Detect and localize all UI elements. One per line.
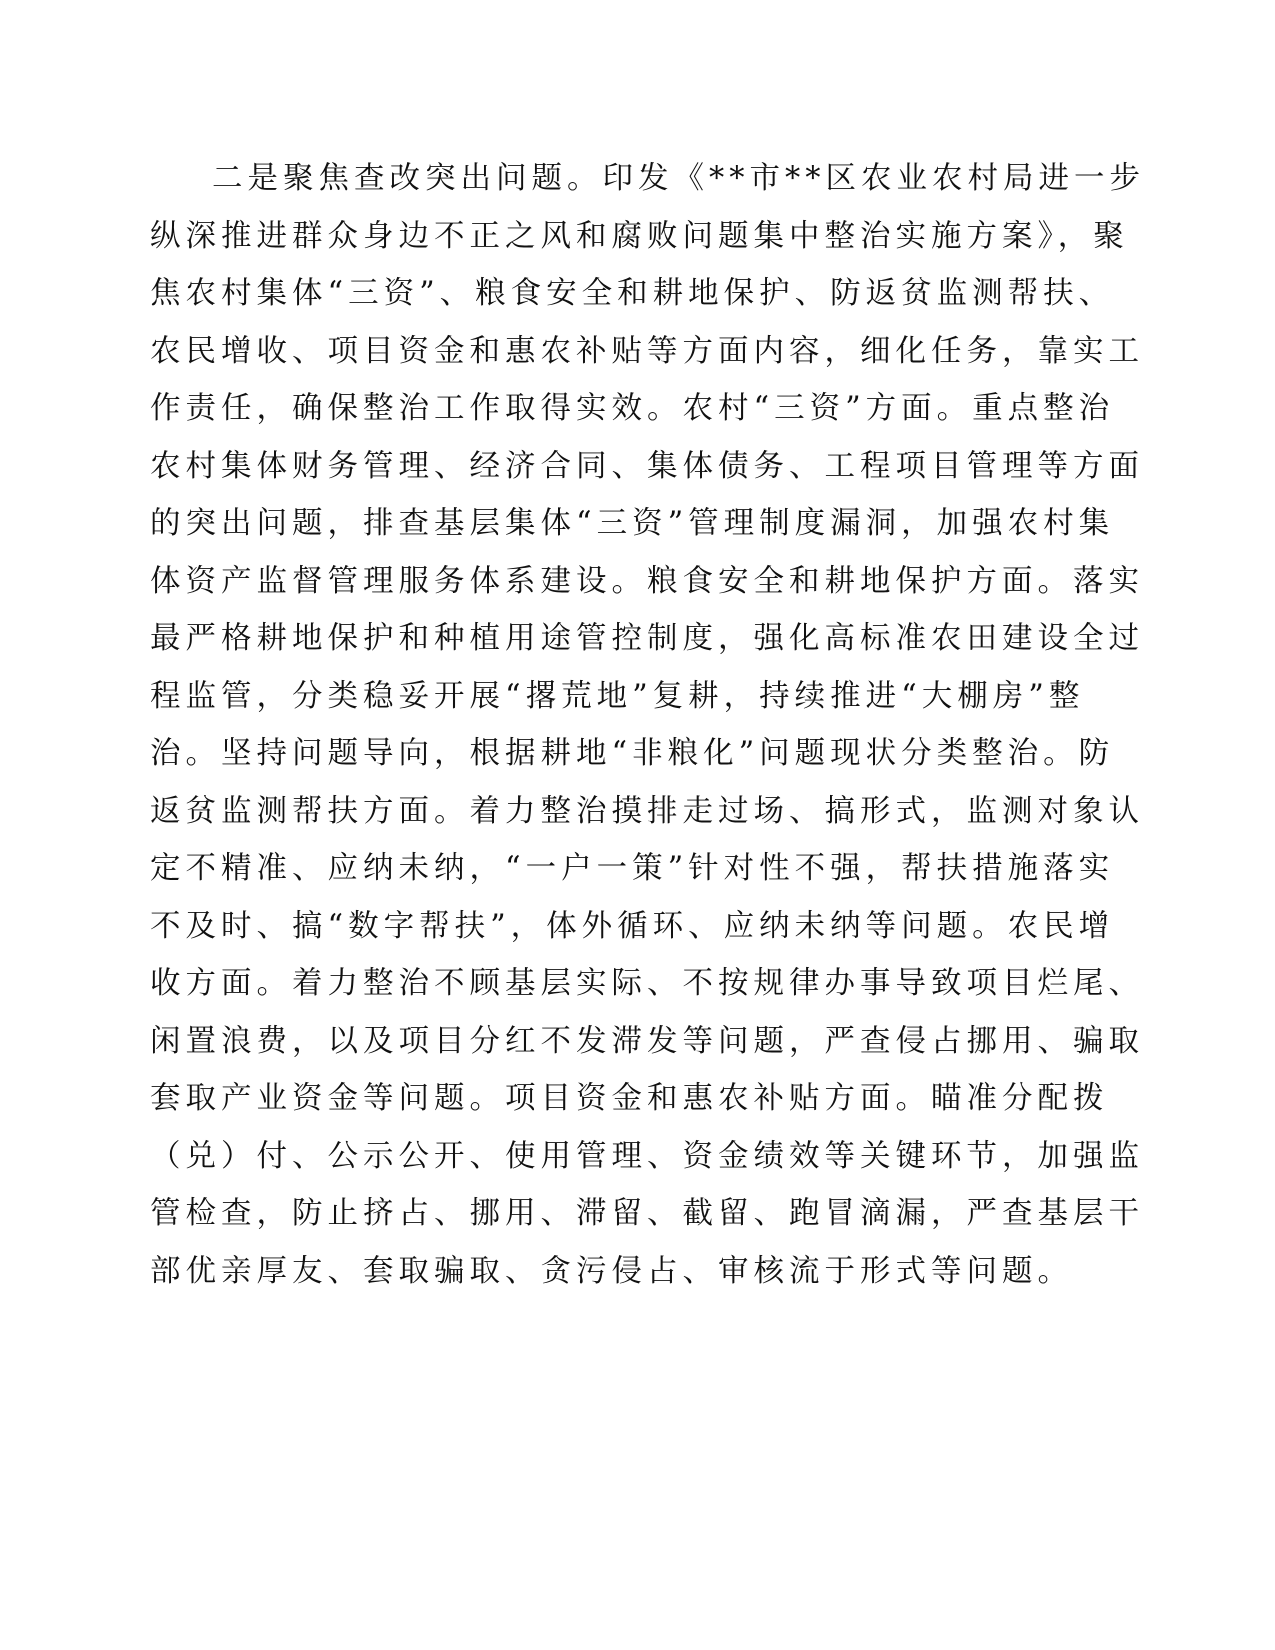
paragraph-line: 农民增收、项目资金和惠农补贴等方面内容，细化任务，靠实工 — [150, 333, 1144, 369]
paragraph-line: 农村集体财务管理、经济合同、集体债务、工程项目管理等方面 — [150, 448, 1144, 484]
paragraph-line: 最严格耕地保护和种植用途管控制度，强化高标准农田建设全过 — [150, 621, 1144, 656]
body-paragraph — [150, 150, 1145, 1300]
paragraph-line: 部优亲厚友、套取骗取、贪污侵占、审核流于形式等问题。 — [150, 1253, 1073, 1289]
paragraph-line: 不及时、搞“数字帮扶”，体外循环、应纳未纳等问题。农民增 — [150, 908, 1115, 944]
paragraph-line: 套取产业资金等问题。项目资金和惠农补贴方面。瞄准分配拨 — [150, 1081, 1109, 1116]
paragraph-line: 作责任，确保整治工作取得实效。农村“三资”方面。重点整治 — [150, 391, 1115, 426]
paragraph-line: 的突出问题，排查基层集体“三资”管理制度漏洞，加强农村集 — [150, 506, 1115, 541]
paragraph-line: 收方面。着力整治不顾基层实际、不按规律办事导致项目烂尾、 — [150, 966, 1144, 1001]
paragraph-line: 管检查，防止挤占、挪用、滞留、截留、跑冒滴漏，严查基层干 — [150, 1196, 1144, 1231]
paragraph-line: 体资产监督管理服务体系建设。粮食安全和耕地保护方面。落实 — [150, 563, 1144, 599]
paragraph-line: 治。坚持问题导向，根据耕地“非粮化”问题现状分类整治。防 — [150, 736, 1115, 771]
paragraph-line: 定不精准、应纳未纳，“一户一策”针对性不强，帮扶措施落实 — [150, 851, 1115, 886]
paragraph-line: 焦农村集体“三资”、粮食安全和耕地保护、防返贫监测帮扶、 — [150, 276, 1115, 311]
paragraph-line: 闲置浪费，以及项目分红不发滞发等问题，严查侵占挪用、骗取 — [150, 1023, 1144, 1059]
paragraph-line: 返贫监测帮扶方面。着力整治摸排走过场、搞形式，监测对象认 — [150, 793, 1144, 829]
paragraph-line: （兑）付、公示公开、使用管理、资金绩效等关键环节，加强监 — [150, 1138, 1144, 1174]
paragraph-line: 程监管，分类稳妥开展“撂荒地”复耕，持续推进“大棚房”整 — [150, 678, 1085, 714]
paragraph-line: 纵深推进群众身边不正之风和腐败问题集中整治实施方案》，聚 — [150, 218, 1129, 254]
paragraph-line: 二是聚焦查改突出问题。印发《**市**区农业农村局进一步 — [212, 161, 1145, 196]
